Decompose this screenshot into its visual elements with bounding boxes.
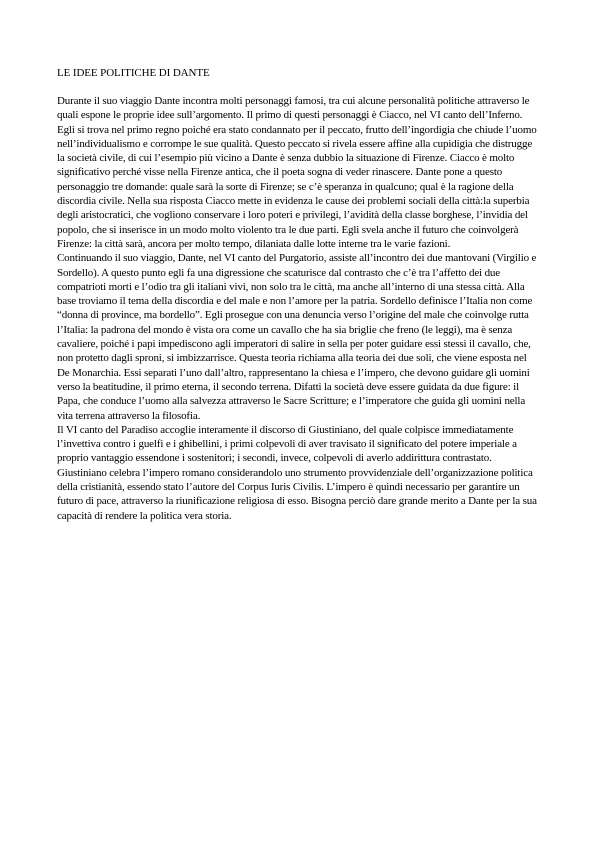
paragraph-paradiso: Il VI canto del Paradiso accoglie interamente il discorso di Giustiniano, del quale colpisce immediatamente l’invettiva contro i guelfi e i ghibellini, i primi colpevoli di aver travisato il significato del potere imperiale a proprio vantaggio essendone i sostenitori; i secondi, invece, colpevoli di averlo addirittura contrastato. Giustiniano celebra l’impero romano considerandolo uno strumento provvidenziale dell’organizzazione politica della cristianità, essendo stato l’autore del Corpus Iuris Civilis. L’impero è quindi necessario per garantire un futuro di pace, attraverso la riunificazione religiosa di esso. Bisogna perciò dare grande merito a Dante per la sua capacità di rendere la politica vera storia.	[57, 423, 537, 522]
paragraph-purgatorio: Continuando il suo viaggio, Dante, nel VI canto del Purgatorio, assiste all’incontro dei due mantovani (Virgilio e Sordello). A questo punto egli fa una digressione che scaturisce dal contrasto che c’è tra l’affetto dei due compatrioti morti e l’odio tra gli italiani vivi, non solo tra le città, ma anche all’interno di una stessa città. Alla base troviamo il tema della discordia e del male e non l’amore per la patria. Sordello definisce l’Italia non come “donna di province, ma bordello”. Egli prosegue con una denuncia verso l’origine del male che coinvolge rutta l’Italia: la padrona del mondo è vista ora come un cavallo che ha sia briglie che freno (le leggi), ma è senza cavaliere, poiché i papi impediscono agli imperatori di salire in sella per poter guidare essi stessi il cavallo, che, non protetto dagli sproni, si imbizzarrisce. Questa teoria richiama alla teoria dei due soli, che viene esposta nel De Monarchia. Essi separati l’uno dall’altro, rappresentano la chiesa e l’impero, che devono guidare gli uomini verso la beatitudine, il primo eterna, il secondo terrena. Difatti la società deve essere guidata da due figure: il Papa, che conduce l’uomo alla salvezza attraverso le Sacre Scritture; e l’imperatore che guida gli uomini nella vita terrena attraverso la filosofia.	[57, 252, 537, 422]
paragraph-inferno: Durante il suo viaggio Dante incontra molti personaggi famosi, tra cui alcune personalità politiche attraverso le quali espone le proprie idee sull’argomento. Il primo di questi personaggi è Ciacco, nel VI canto dell’Inferno. Egli si trova nel primo regno poiché era stato condannato per il peccato, frutto dell’ingordigia che chiude l’uomo nell’individualismo e corrompe le sue qualità. Questo peccato si rivela essere affine alla cupidigia che distrugge la società civile, di cui l’esempio più vicino a Dante è senza dubbio la situazione di Firenze. Ciacco è molto significativo perché visse nella Firenze antica, che il poeta sogna di veder rinascere. Dante pone a questo personaggio tre domande: quale sarà la sorte di Firenze; se c’è speranza in qualcuno; qual è la ragione della discordia civile. Nella sua risposta Ciacco mette in evidenza le cause dei problemi sociali della città:la superbia degli aristocratici, che vogliono conservare i loro poteri e privilegi, l’avidità della classe borghese, l’invidia del popolo, che si inserisce in un modo molto violento tra le due parti. Egli svela anche il futuro che coinvolgerà Firenze: la città sarà, ancora per molto tempo, dilaniata dalle lotte interne tra le varie fazioni.	[57, 95, 537, 250]
document-title: LE IDEE POLITICHE DI DANTE	[57, 67, 210, 79]
document-page	[57, 66, 541, 523]
